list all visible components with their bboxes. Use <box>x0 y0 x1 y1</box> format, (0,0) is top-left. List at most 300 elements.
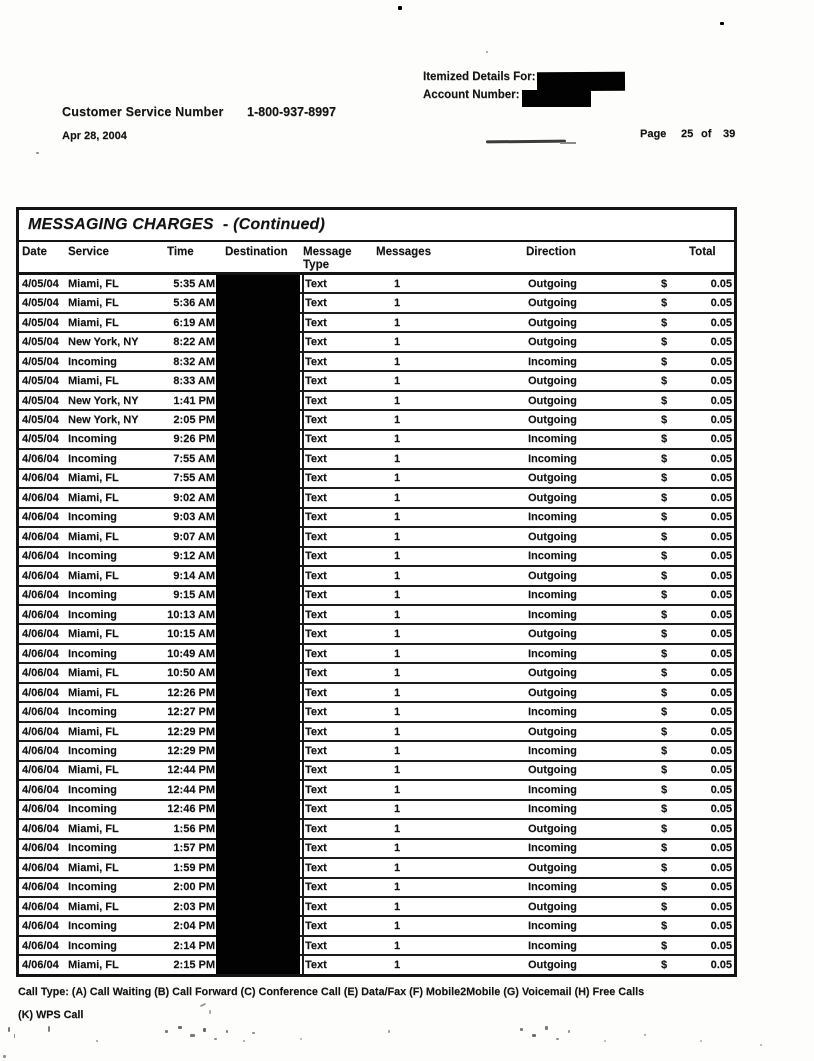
cell-service: Miami, FL <box>68 861 119 874</box>
cell-direction: Outgoing <box>528 316 577 329</box>
cell-time: 12:44 PM <box>167 764 215 777</box>
cell-message-type: Text <box>305 277 327 290</box>
cell-total: 0.05 <box>710 530 732 543</box>
customer-service-number: 1-800-937-8997 <box>247 105 336 119</box>
cell-direction: Incoming <box>528 647 577 660</box>
page-label: Page <box>640 128 667 140</box>
cell-message-type: Text <box>305 550 327 563</box>
cell-date: 4/06/04 <box>22 628 59 641</box>
cell-currency: $ <box>661 433 668 446</box>
cell-service: Miami, FL <box>68 686 119 699</box>
cell-time: 2:00 PM <box>173 881 215 894</box>
cell-currency: $ <box>661 842 668 855</box>
cell-direction: Outgoing <box>528 394 577 407</box>
cell-total: 0.05 <box>710 297 732 310</box>
table-header-row <box>19 242 734 275</box>
cell-currency: $ <box>661 355 668 368</box>
cell-currency: $ <box>661 959 668 972</box>
cell-message-type: Text <box>305 783 327 796</box>
cell-service: Incoming <box>68 744 117 757</box>
cell-total: 0.05 <box>710 414 732 427</box>
cell-currency: $ <box>661 414 668 427</box>
cell-total: 0.05 <box>710 589 732 602</box>
cell-service: Miami, FL <box>68 277 119 290</box>
cell-currency: $ <box>661 550 668 563</box>
cell-total: 0.05 <box>710 511 732 524</box>
cell-message-type: Text <box>305 667 327 680</box>
table-row <box>19 643 734 662</box>
cell-currency: $ <box>661 491 668 504</box>
cell-direction: Outgoing <box>528 667 577 680</box>
cell-service: Miami, FL <box>68 725 119 738</box>
cell-time: 5:35 AM <box>173 277 215 290</box>
cell-time: 12:26 PM <box>167 686 215 699</box>
cell-total: 0.05 <box>710 706 732 719</box>
cell-time: 12:29 PM <box>167 725 215 738</box>
cell-date: 4/06/04 <box>22 822 59 835</box>
cell-messages: 1 <box>393 472 401 485</box>
cell-currency: $ <box>661 530 668 543</box>
cell-direction: Outgoing <box>528 900 577 913</box>
cell-total: 0.05 <box>710 433 732 446</box>
cell-date: 4/06/04 <box>22 530 59 543</box>
cell-message-type: Text <box>305 647 327 660</box>
cell-currency: $ <box>661 589 668 602</box>
cell-date: 4/06/04 <box>22 744 59 757</box>
cell-currency: $ <box>661 881 668 894</box>
cell-total: 0.05 <box>710 744 732 757</box>
column-header-destination: Destination <box>225 246 288 258</box>
cell-messages: 1 <box>393 881 401 894</box>
cell-date: 4/06/04 <box>22 452 59 465</box>
cell-direction: Incoming <box>528 355 577 368</box>
cell-currency: $ <box>661 900 668 913</box>
cell-service: Incoming <box>68 589 117 602</box>
cell-messages: 1 <box>393 530 401 543</box>
cell-total: 0.05 <box>710 900 732 913</box>
cell-total: 0.05 <box>710 394 732 407</box>
cell-date: 4/06/04 <box>22 900 59 913</box>
cell-service: Miami, FL <box>68 297 119 310</box>
cell-direction: Incoming <box>528 783 577 796</box>
cell-message-type: Text <box>305 744 327 757</box>
cell-service: Incoming <box>68 511 117 524</box>
cell-direction: Outgoing <box>528 297 577 310</box>
cell-date: 4/05/04 <box>22 316 59 329</box>
cell-currency: $ <box>661 783 668 796</box>
cell-time: 2:04 PM <box>173 920 215 933</box>
cell-currency: $ <box>661 647 668 660</box>
cell-date: 4/06/04 <box>22 783 59 796</box>
cell-service: Miami, FL <box>68 375 119 388</box>
cell-direction: Outgoing <box>528 959 577 972</box>
cell-date: 4/05/04 <box>22 336 59 349</box>
table-row <box>19 585 734 604</box>
cell-date: 4/05/04 <box>22 375 59 388</box>
cell-messages: 1 <box>393 297 401 310</box>
cell-date: 4/06/04 <box>22 491 59 504</box>
cell-date: 4/06/04 <box>22 842 59 855</box>
cell-direction: Outgoing <box>528 375 577 388</box>
cell-total: 0.05 <box>710 569 732 582</box>
cell-service: Miami, FL <box>68 667 119 680</box>
table-row <box>19 721 734 740</box>
cell-direction: Incoming <box>528 550 577 563</box>
cell-currency: $ <box>661 277 668 290</box>
cell-direction: Outgoing <box>528 686 577 699</box>
cell-date: 4/06/04 <box>22 589 59 602</box>
scribbled-out-text <box>486 140 566 144</box>
cell-date: 4/05/04 <box>22 414 59 427</box>
cell-total: 0.05 <box>710 822 732 835</box>
cell-date: 4/06/04 <box>22 472 59 485</box>
cell-time: 1:56 PM <box>173 822 215 835</box>
cell-messages: 1 <box>393 842 401 855</box>
cell-messages: 1 <box>393 686 401 699</box>
cell-currency: $ <box>661 706 668 719</box>
cell-service: Incoming <box>68 433 117 446</box>
cell-total: 0.05 <box>710 452 732 465</box>
cell-message-type: Text <box>305 920 327 933</box>
table-row <box>19 857 734 876</box>
wps-call-note: (K) WPS Call <box>18 1009 84 1021</box>
table-row <box>19 799 734 818</box>
column-header-total: Total <box>689 246 716 258</box>
cell-direction: Incoming <box>528 706 577 719</box>
cell-message-type: Text <box>305 959 327 972</box>
cell-messages: 1 <box>393 277 401 290</box>
cell-total: 0.05 <box>710 783 732 796</box>
cell-total: 0.05 <box>710 608 732 621</box>
cell-date: 4/06/04 <box>22 608 59 621</box>
cell-total: 0.05 <box>710 647 732 660</box>
cell-time: 2:15 PM <box>173 959 215 972</box>
cell-messages: 1 <box>393 939 401 952</box>
cell-date: 4/06/04 <box>22 939 59 952</box>
cell-currency: $ <box>661 375 668 388</box>
table-row <box>19 662 734 681</box>
cell-message-type: Text <box>305 686 327 699</box>
redaction-box-customer-name <box>537 72 625 92</box>
cell-time: 9:02 AM <box>173 491 215 504</box>
cell-service: Incoming <box>68 803 117 816</box>
cell-direction: Outgoing <box>528 628 577 641</box>
cell-service: New York, NY <box>68 414 139 427</box>
cell-messages: 1 <box>393 920 401 933</box>
cell-message-type: Text <box>305 511 327 524</box>
cell-service: Incoming <box>68 881 117 894</box>
cell-time: 2:05 PM <box>173 414 215 427</box>
table-row <box>19 701 734 720</box>
cell-direction: Incoming <box>528 842 577 855</box>
cell-total: 0.05 <box>710 959 732 972</box>
cell-currency: $ <box>661 569 668 582</box>
table-body <box>19 275 734 974</box>
cell-messages: 1 <box>393 316 401 329</box>
page-of-label: of <box>701 128 712 140</box>
cell-service: Incoming <box>68 355 117 368</box>
table-row <box>19 779 734 798</box>
cell-time: 8:22 AM <box>173 336 215 349</box>
page-number: 25 <box>681 128 694 140</box>
cell-service: Incoming <box>68 452 117 465</box>
cell-date: 4/05/04 <box>22 433 59 446</box>
cell-messages: 1 <box>393 667 401 680</box>
column-header-message-type: Message Type <box>303 246 352 272</box>
cell-currency: $ <box>661 822 668 835</box>
cell-currency: $ <box>661 472 668 485</box>
cell-message-type: Text <box>305 355 327 368</box>
cell-messages: 1 <box>393 394 401 407</box>
cell-message-type: Text <box>305 569 327 582</box>
cell-direction: Outgoing <box>528 491 577 504</box>
cell-total: 0.05 <box>710 628 732 641</box>
cell-messages: 1 <box>393 725 401 738</box>
cell-total: 0.05 <box>710 803 732 816</box>
cell-messages: 1 <box>393 783 401 796</box>
table-row <box>19 623 734 642</box>
cell-date: 4/06/04 <box>22 569 59 582</box>
cell-date: 4/06/04 <box>22 959 59 972</box>
cell-currency: $ <box>661 394 668 407</box>
cell-service: Incoming <box>68 647 117 660</box>
table-row <box>19 896 734 915</box>
cell-direction: Incoming <box>528 744 577 757</box>
cell-direction: Incoming <box>528 608 577 621</box>
cell-currency: $ <box>661 939 668 952</box>
cell-time: 5:36 AM <box>173 297 215 310</box>
table-row <box>19 351 734 370</box>
cell-messages: 1 <box>393 414 401 427</box>
cell-message-type: Text <box>305 394 327 407</box>
table-row <box>19 604 734 623</box>
table-row <box>19 275 734 292</box>
cell-date: 4/06/04 <box>22 667 59 680</box>
cell-message-type: Text <box>305 900 327 913</box>
table-row <box>19 487 734 506</box>
cell-message-type: Text <box>305 881 327 894</box>
cell-messages: 1 <box>393 491 401 504</box>
table-row <box>19 507 734 526</box>
cell-time: 8:33 AM <box>173 375 215 388</box>
statement-date: Apr 28, 2004 <box>62 130 127 142</box>
table-row <box>19 838 734 857</box>
cell-time: 9:26 PM <box>173 433 215 446</box>
cell-time: 10:49 AM <box>167 647 215 660</box>
cell-total: 0.05 <box>710 939 732 952</box>
table-row <box>19 565 734 584</box>
cell-direction: Incoming <box>528 803 577 816</box>
cell-messages: 1 <box>393 900 401 913</box>
cell-service: Miami, FL <box>68 764 119 777</box>
table-row <box>19 390 734 409</box>
table-row <box>19 682 734 701</box>
cell-message-type: Text <box>305 336 327 349</box>
cell-message-type: Text <box>305 491 327 504</box>
cell-date: 4/06/04 <box>22 647 59 660</box>
cell-message-type: Text <box>305 452 327 465</box>
cell-time: 12:27 PM <box>167 706 215 719</box>
cell-direction: Outgoing <box>528 277 577 290</box>
cell-direction: Outgoing <box>528 822 577 835</box>
cell-service: Miami, FL <box>68 472 119 485</box>
cell-time: 1:41 PM <box>173 394 215 407</box>
cell-time: 9:14 AM <box>173 569 215 582</box>
column-header-messages: Messages <box>376 246 431 258</box>
cell-message-type: Text <box>305 472 327 485</box>
cell-total: 0.05 <box>710 764 732 777</box>
table-row <box>19 760 734 779</box>
cell-total: 0.05 <box>710 375 732 388</box>
cell-currency: $ <box>661 336 668 349</box>
cell-time: 12:44 PM <box>167 783 215 796</box>
table-row <box>19 370 734 389</box>
cell-time: 10:13 AM <box>167 608 215 621</box>
cell-direction: Outgoing <box>528 414 577 427</box>
cell-messages: 1 <box>393 744 401 757</box>
cell-date: 4/06/04 <box>22 706 59 719</box>
table-row <box>19 292 734 311</box>
cell-currency: $ <box>661 667 668 680</box>
cell-total: 0.05 <box>710 472 732 485</box>
cell-messages: 1 <box>393 861 401 874</box>
cell-messages: 1 <box>393 706 401 719</box>
cell-date: 4/06/04 <box>22 725 59 738</box>
cell-currency: $ <box>661 628 668 641</box>
cell-time: 10:50 AM <box>167 667 215 680</box>
table-row <box>19 818 734 837</box>
cell-direction: Outgoing <box>528 530 577 543</box>
cell-date: 4/06/04 <box>22 803 59 816</box>
cell-total: 0.05 <box>710 881 732 894</box>
itemized-details-label: Itemized Details For: <box>423 71 536 83</box>
cell-time: 1:57 PM <box>173 842 215 855</box>
cell-time: 10:15 AM <box>167 628 215 641</box>
cell-date: 4/06/04 <box>22 861 59 874</box>
table-title: MESSAGING CHARGES - (Continued) <box>19 210 734 242</box>
cell-direction: Outgoing <box>528 764 577 777</box>
account-number-label: Account Number: <box>423 89 520 101</box>
cell-currency: $ <box>661 920 668 933</box>
table-row <box>19 935 734 954</box>
cell-service: Incoming <box>68 939 117 952</box>
cell-direction: Incoming <box>528 939 577 952</box>
page-total: 39 <box>723 128 736 140</box>
table-row <box>19 740 734 759</box>
cell-message-type: Text <box>305 375 327 388</box>
cell-currency: $ <box>661 725 668 738</box>
cell-service: Miami, FL <box>68 491 119 504</box>
cell-currency: $ <box>661 686 668 699</box>
cell-time: 8:32 AM <box>173 355 215 368</box>
cell-direction: Outgoing <box>528 336 577 349</box>
cell-time: 9:15 AM <box>173 589 215 602</box>
cell-date: 4/06/04 <box>22 686 59 699</box>
table-row <box>19 331 734 350</box>
cell-currency: $ <box>661 744 668 757</box>
cell-time: 2:03 PM <box>173 900 215 913</box>
cell-message-type: Text <box>305 822 327 835</box>
cell-total: 0.05 <box>710 491 732 504</box>
cell-total: 0.05 <box>710 316 732 329</box>
cell-direction: Incoming <box>528 511 577 524</box>
cell-service: Miami, FL <box>68 900 119 913</box>
redaction-box-account-number <box>522 90 591 107</box>
cell-service: Incoming <box>68 920 117 933</box>
cell-time: 9:03 AM <box>173 511 215 524</box>
cell-direction: Outgoing <box>528 569 577 582</box>
cell-service: Incoming <box>68 706 117 719</box>
cell-direction: Incoming <box>528 920 577 933</box>
cell-service: New York, NY <box>68 336 139 349</box>
cell-service: Miami, FL <box>68 959 119 972</box>
cell-date: 4/06/04 <box>22 550 59 563</box>
cell-messages: 1 <box>393 628 401 641</box>
cell-service: Miami, FL <box>68 628 119 641</box>
cell-message-type: Text <box>305 608 327 621</box>
column-header-time: Time <box>167 246 194 258</box>
cell-service: New York, NY <box>68 394 139 407</box>
cell-currency: $ <box>661 861 668 874</box>
cell-date: 4/06/04 <box>22 511 59 524</box>
cell-messages: 1 <box>393 433 401 446</box>
cell-messages: 1 <box>393 647 401 660</box>
table-row <box>19 448 734 467</box>
cell-direction: Incoming <box>528 452 577 465</box>
cell-total: 0.05 <box>710 686 732 699</box>
cell-total: 0.05 <box>710 725 732 738</box>
cell-date: 4/06/04 <box>22 764 59 777</box>
cell-date: 4/05/04 <box>22 355 59 368</box>
cell-currency: $ <box>661 803 668 816</box>
cell-messages: 1 <box>393 764 401 777</box>
cell-time: 2:14 PM <box>173 939 215 952</box>
cell-message-type: Text <box>305 861 327 874</box>
cell-service: Miami, FL <box>68 530 119 543</box>
cell-direction: Outgoing <box>528 472 577 485</box>
cell-messages: 1 <box>393 959 401 972</box>
cell-direction: Incoming <box>528 881 577 894</box>
cell-total: 0.05 <box>710 842 732 855</box>
cell-currency: $ <box>661 316 668 329</box>
cell-message-type: Text <box>305 297 327 310</box>
cell-messages: 1 <box>393 375 401 388</box>
column-header-date: Date <box>22 246 47 258</box>
cell-time: 12:46 PM <box>167 803 215 816</box>
cell-messages: 1 <box>393 336 401 349</box>
cell-currency: $ <box>661 608 668 621</box>
table-row <box>19 954 734 973</box>
cell-direction: Outgoing <box>528 725 577 738</box>
cell-service: Incoming <box>68 783 117 796</box>
cell-date: 4/06/04 <box>22 920 59 933</box>
cell-message-type: Text <box>305 433 327 446</box>
table-row <box>19 546 734 565</box>
cell-time: 12:29 PM <box>167 744 215 757</box>
cell-time: 1:59 PM <box>173 861 215 874</box>
redaction-box-destination-column <box>216 275 300 974</box>
cell-date: 4/05/04 <box>22 277 59 290</box>
cell-total: 0.05 <box>710 355 732 368</box>
table-row <box>19 429 734 448</box>
scribble-mark <box>560 142 576 144</box>
cell-service: Miami, FL <box>68 316 119 329</box>
cell-date: 4/05/04 <box>22 394 59 407</box>
cell-time: 6:19 AM <box>173 316 215 329</box>
cell-currency: $ <box>661 297 668 310</box>
message-type-column-divider <box>302 275 304 974</box>
cell-messages: 1 <box>393 803 401 816</box>
